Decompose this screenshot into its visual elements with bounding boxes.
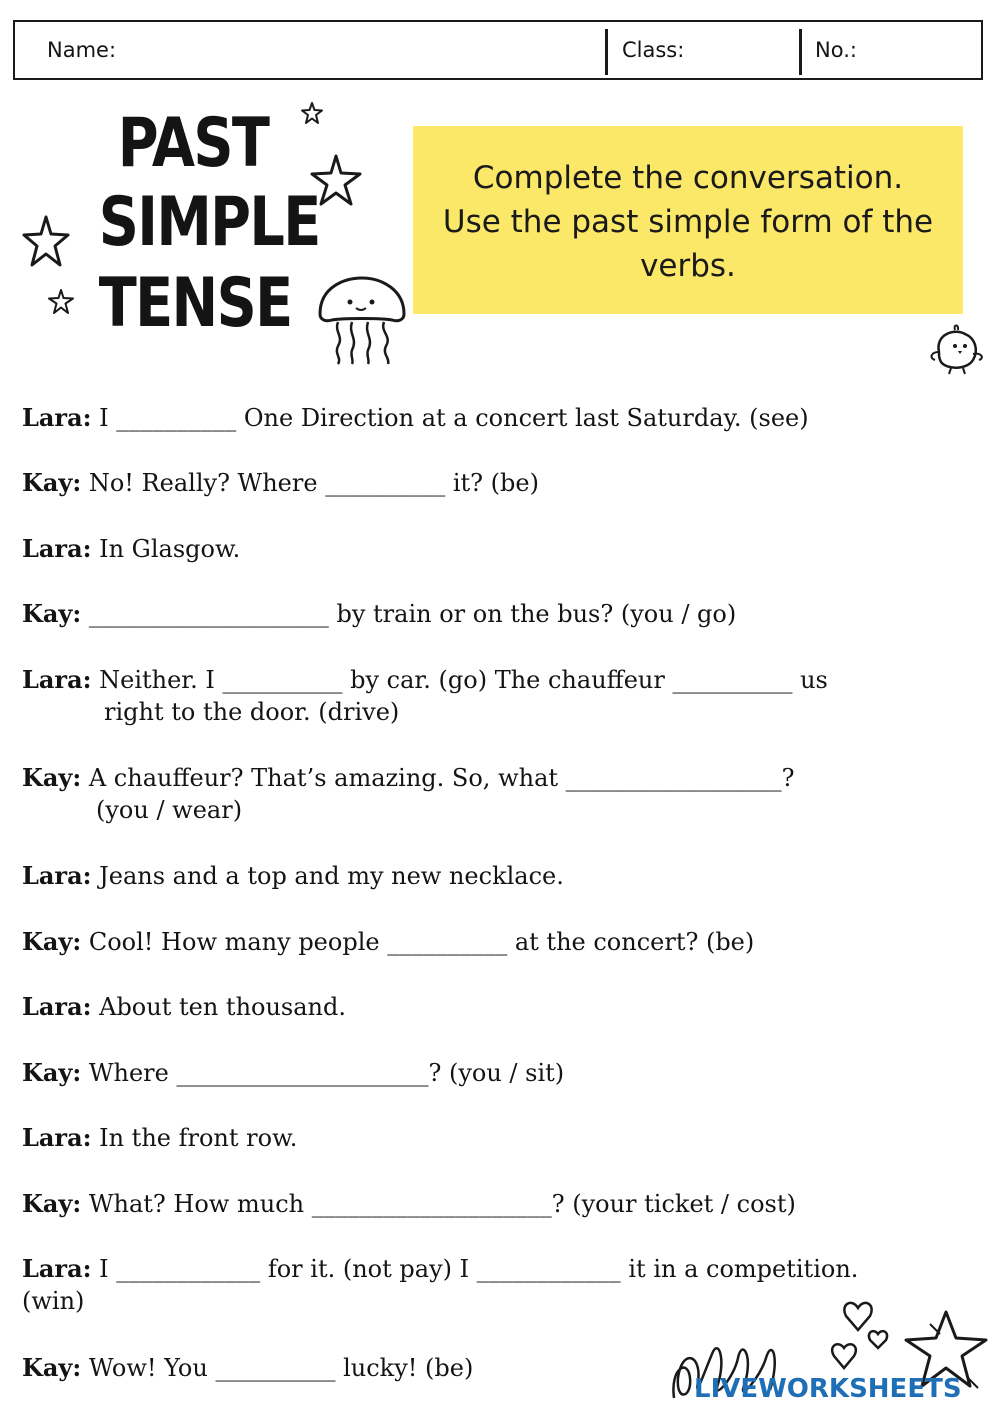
dialogue-text: In the front row. [91,1124,298,1152]
chick-icon [925,322,989,378]
dialogue-text: A chauffeur? That’s amazing. So, what __________________? [81,764,795,792]
heart-icon [869,1331,887,1348]
dialogue-text: About ten thousand. [91,993,347,1021]
dialogue-line [22,401,982,435]
dialogue-line [22,597,982,631]
jellyfish-icon [312,274,412,370]
speaker-name: Kay: [22,763,82,792]
number-label: No.: [815,38,857,62]
dialogue-line [22,466,982,500]
dialogue-continuation: (you / wear) [96,796,243,824]
dialogue-text: ____________________ by train or on the bus? (you / go) [81,600,737,628]
dialogue-line [22,761,982,795]
star-icon [20,213,72,269]
speaker-name: Kay: [22,468,82,497]
star-icon [300,101,324,127]
star-icon [308,152,364,208]
speaker-name: Lara: [22,665,92,694]
title-line-2: SIMPLE [98,183,320,262]
dialogue-line [22,1056,982,1090]
dialogue-line [22,859,982,893]
dialogue-text: Cool! How many people __________ at the concert? (be) [81,928,755,956]
dialogue-line [22,1121,982,1155]
dialogue-continuation: (win) [22,1287,85,1315]
heart-icon [844,1303,871,1330]
dialogue-continuation: right to the door. (drive) [104,698,400,726]
instruction-box [413,126,963,314]
header-divider [799,29,802,75]
title-line-3: TENSE [98,264,292,343]
speaker-name: Lara: [22,534,92,563]
dialogue-line [22,1187,982,1221]
dialogue-text: What? How much ____________________? (your ticket / cost) [81,1190,796,1218]
instruction-line-3: verbs. [640,248,736,284]
dialogue-line [22,1252,982,1286]
speaker-name: Lara: [22,1254,92,1283]
dialogue-text: Wow! You __________ lucky! (be) [81,1354,474,1382]
dialogue-line [22,990,982,1024]
header-divider [605,29,608,75]
title-line-1: PAST [117,104,269,183]
dialogue-text: Neither. I __________ by car. (go) The chauffeur __________ us [91,666,828,694]
dialogue-text: Jeans and a top and my new necklace. [91,862,564,890]
speaker-name: Kay: [22,1353,82,1382]
heart-icon [832,1344,856,1368]
dialogue-text: I ____________ for it. (not pay) I ____________ it in a competition. [91,1255,859,1283]
dialogue-text: In Glasgow. [91,535,241,563]
speaker-name: Kay: [22,1189,82,1218]
speaker-name: Kay: [22,1058,82,1087]
instruction-line-2: Use the past simple form of the [442,204,934,240]
speaker-name: Lara: [22,403,92,432]
dialogue-text: Where _____________________? (you / sit) [81,1059,565,1087]
dialogue-text: No! Really? Where __________ it? (be) [81,469,539,497]
star-icon [47,288,75,316]
speaker-name: Lara: [22,861,92,890]
speaker-name: Lara: [22,1123,92,1152]
name-label: Name: [47,38,117,62]
student-info-header [13,20,983,80]
dialogue-line [22,925,982,959]
speaker-name: Kay: [22,927,82,956]
dialogue-text: I __________ One Direction at a concert last Saturday. (see) [91,404,809,432]
liveworksheets-watermark: LIVEWORKSHEETS [694,1374,962,1404]
speaker-name: Kay: [22,599,82,628]
instruction-line-1: Complete the conversation. [472,160,904,196]
class-label: Class: [622,38,685,62]
dialogue-line [22,532,982,566]
dialogue-line [22,663,982,697]
speaker-name: Lara: [22,992,92,1021]
